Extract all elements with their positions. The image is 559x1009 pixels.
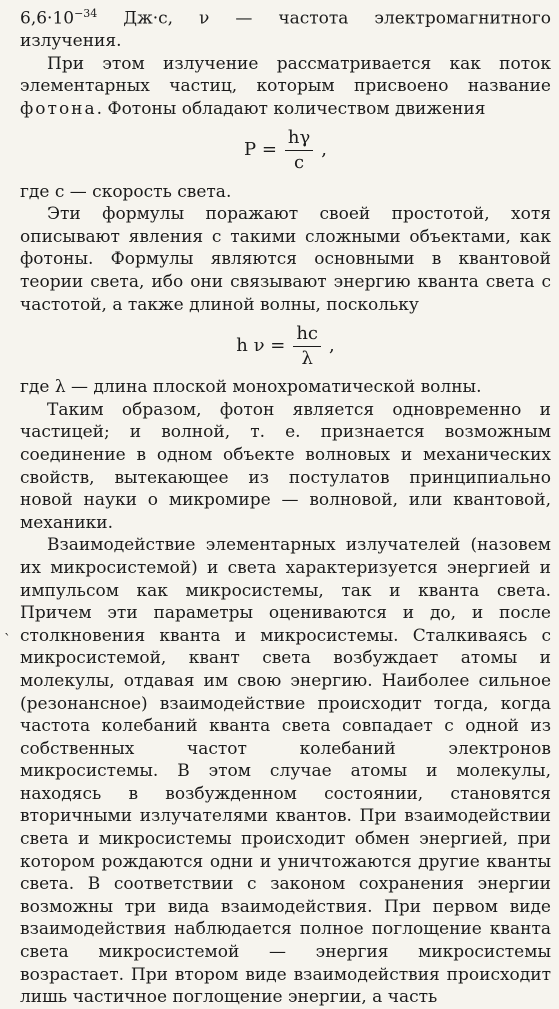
momentum-formula — [20, 121, 551, 181]
margin-mark: ` — [4, 632, 11, 648]
formula-denominator: c — [294, 152, 305, 174]
term-photon: фотона — [20, 99, 97, 120]
energy-formula — [20, 316, 551, 376]
paragraph-duality: Таким образом, фотон является одновременно и частицей; и волной, т. е. признается возможным соединение в одном объекте волновых и механических свойств, вытекающее из постулатов принципиально новой науки о микромире — волновой, или квантовой, механики. — [20, 399, 551, 533]
paragraph-photon-text: При этом излучение рассматривается как поток элементарных частиц, которым присвоено название — [20, 53, 551, 97]
wavelength-definition: где λ — длина плоской монохроматической волны. — [20, 377, 482, 398]
formula-fraction — [293, 322, 321, 371]
planck-constant-value: 6,6·10 — [20, 8, 75, 29]
planck-rest: Дж·с, ν — частота электромагнитного излучения. — [20, 8, 551, 52]
paragraph-photon — [20, 53, 551, 121]
paragraph-interaction: Взаимодействие элементарных излучателей (назовем их микросистемой) и света характеризуется энергией и импульсом как микросистемы, так и кванта света. Причем эти параметры оцениваются и до, и после столкновения кванта и микросистемы. Сталкиваясь с микросистемой, квант света возбуждает атомы и молекулы, отдавая им свою энергию. Наиболее сильное (резонансное) взаимодействие происходит тогда, когда частота колебаний кванта света совпадает с одной из собственных частот колебаний электронов микросистемы. В этом случае атомы и молекулы, находясь в возбужденном состоянии, становятся вторичными излучателями квантов. При взаимодействии света и микросистемы происходит обмен энергией, при котором рождаются одни и уничтожаются другие кванты света. В соответствии с законом сохранения энергии возможны три вида взаимодействия. При первом виде взаимодействия наблюдается полное поглощение кванта света микросистемой — энергия микросистемы возрастает. При втором виде взаимодействия происходит лишь частичное поглощение энергии, а часть — [20, 535, 551, 1008]
formula-comma: , — [321, 139, 327, 161]
paragraph-formulas: Эти формулы поражают своей простотой, хотя описывают явления с такими сложными объектами, как фотоны. Формулы являются основными в квантовой теории света, ибо они связывают энергию кванта света с частотой, а также длиной волны, поскольку — [20, 204, 551, 315]
formula-denominator: λ — [301, 347, 313, 369]
planck-exponent: −34 — [74, 7, 98, 20]
formula-lhs: h ν = — [236, 334, 286, 356]
formula-lhs: P = — [243, 139, 277, 161]
formula-fraction — [285, 126, 313, 175]
formula-comma: , — [329, 334, 335, 356]
speed-of-light-definition: где c — скорость света. — [20, 181, 232, 202]
continuation-line — [20, 3, 551, 53]
formula-numerator: hγ — [285, 126, 313, 151]
formula-numerator: hc — [293, 322, 321, 347]
paragraph-photon-tail: . Фотоны обладают количеством движения — [96, 99, 486, 120]
